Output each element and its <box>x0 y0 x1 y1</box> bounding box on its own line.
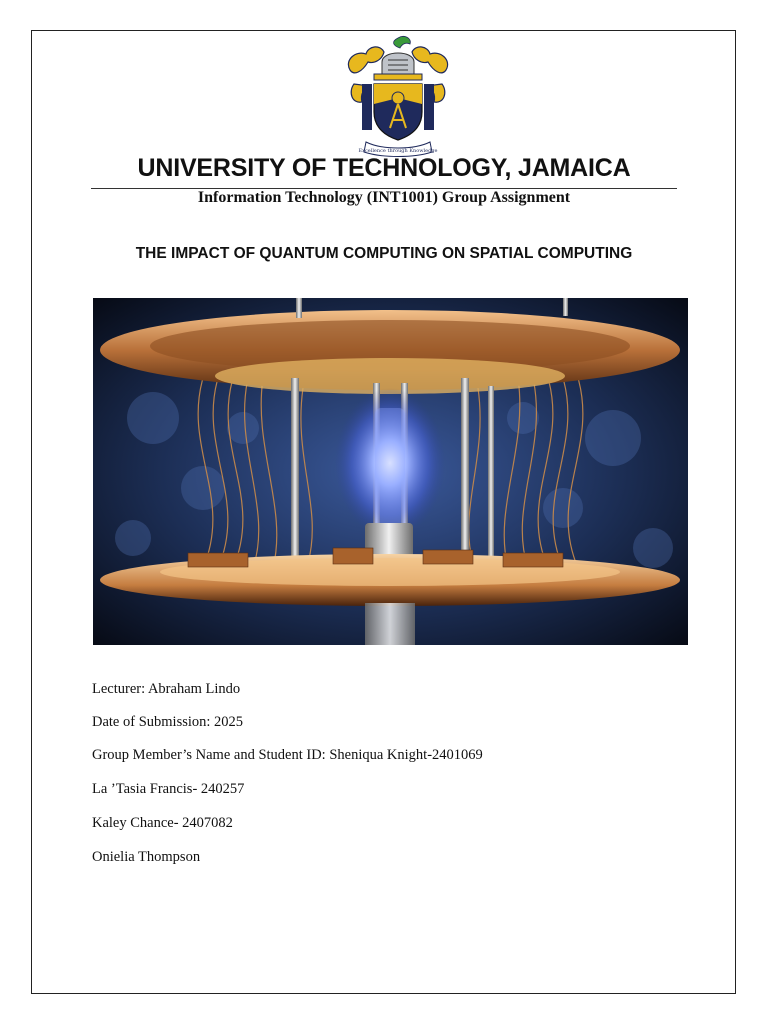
member-line: La ’Tasia Francis- 240257 <box>92 781 245 797</box>
member-line: Kaley Chance- 2407082 <box>92 815 233 831</box>
university-name: UNIVERSITY OF TECHNOLOGY, JAMAICA <box>137 154 631 182</box>
crest-bird <box>394 36 411 48</box>
crest-helm <box>382 53 414 74</box>
cover-image <box>93 298 688 645</box>
member-line: Onielia Thompson <box>92 849 201 865</box>
report-title: THE IMPACT OF QUANTUM COMPUTING ON SPATIAL COMPUTING <box>135 245 633 262</box>
group-members-line: Group Member’s Name and Student ID: Sheniqua Knight-2401069 <box>92 747 483 763</box>
crest-shield <box>374 84 422 140</box>
crest-motto-text: Excellence through Knowledge <box>358 148 438 154</box>
university-crest <box>338 32 458 160</box>
course-subtitle: Information Technology (INT1001) Group Assignment <box>197 189 571 206</box>
submission-date-line: Date of Submission: 2025 <box>92 714 244 730</box>
lecturer-line: Lecturer: Abraham Lindo <box>92 681 241 697</box>
bottom-stem <box>365 603 415 645</box>
